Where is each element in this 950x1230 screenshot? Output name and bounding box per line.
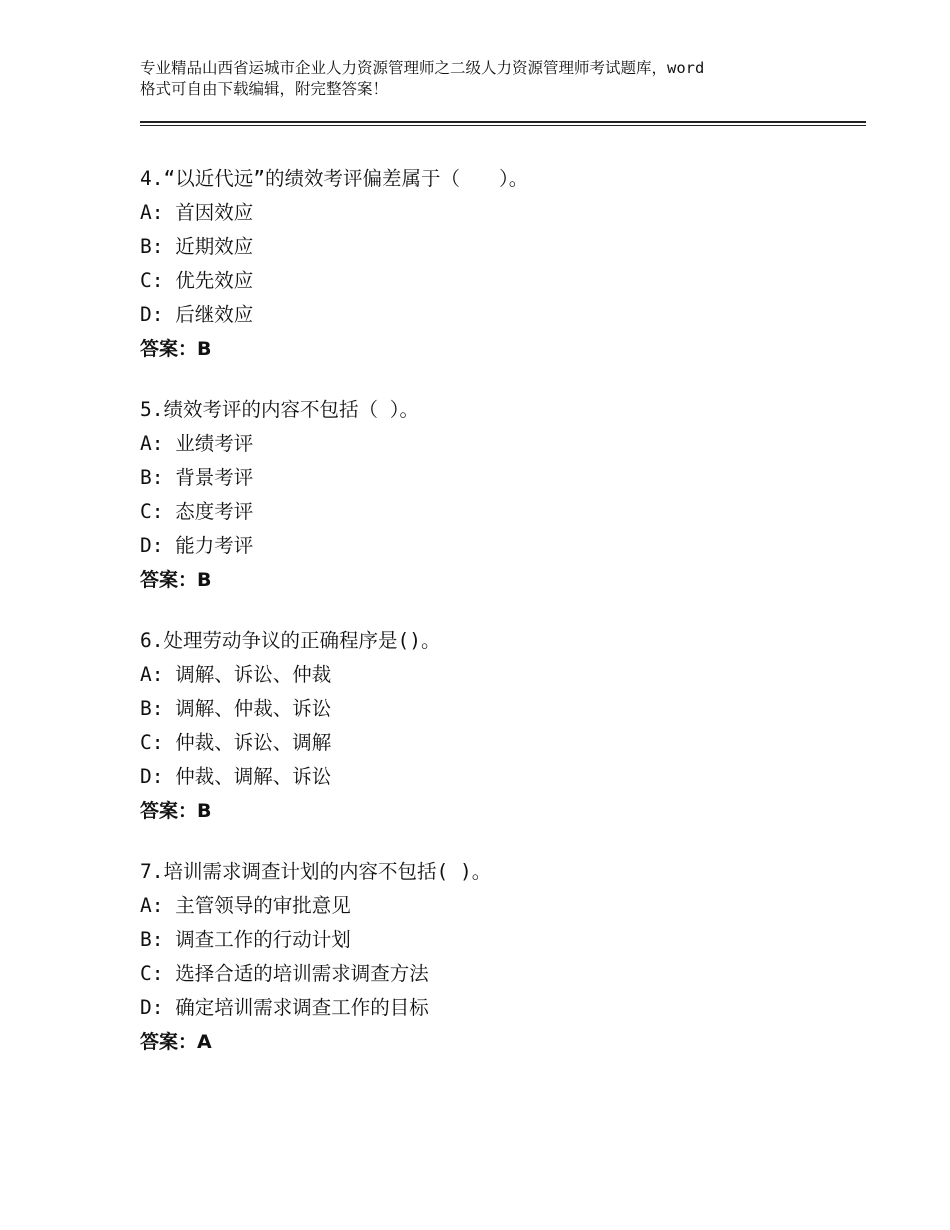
option-c: C: 优先效应: [140, 269, 254, 292]
answer-value: B: [197, 569, 212, 591]
answer-value: A: [197, 1031, 212, 1053]
option-d: D: 后继效应: [140, 303, 254, 326]
option-a: A: 调解、诉讼、仲裁: [140, 663, 332, 686]
question-list: [140, 162, 860, 1086]
option-b: B: 近期效应: [140, 235, 254, 258]
option-c: C: 仲裁、诉讼、调解: [140, 731, 332, 754]
option-a: A: 主管领导的审批意见: [140, 894, 351, 917]
option-c: C: 态度考评: [140, 500, 254, 523]
option-c: C: 选择合适的培训需求调查方法: [140, 962, 429, 985]
question-7: [140, 855, 860, 1059]
answer: [140, 794, 860, 828]
option-d: D: 仲裁、调解、诉讼: [140, 765, 332, 788]
question-6: [140, 624, 860, 828]
answer-label: 答案：: [140, 338, 198, 360]
answer-label: 答案：: [140, 800, 198, 822]
option-b: B: 背景考评: [140, 466, 254, 489]
answer: [140, 563, 860, 597]
option-d: D: 能力考评: [140, 534, 254, 557]
document-header: [140, 58, 840, 100]
option-a: A: 首因效应: [140, 201, 254, 224]
answer-value: B: [197, 338, 212, 360]
option-b: B: 调查工作的行动计划: [140, 928, 351, 951]
question-stem: 5.绩效考评的内容不包括（ ）。: [140, 398, 419, 421]
header-divider-thin: [140, 125, 866, 126]
answer-value: B: [197, 800, 212, 822]
answer: [140, 1025, 860, 1059]
option-a: A: 业绩考评: [140, 432, 254, 455]
question-stem: 7.培训需求调查计划的内容不包括( )。: [140, 860, 492, 883]
header-line-1: 专业精品山西省运城市企业人力资源管理师之二级人力资源管理师考试题库，word: [140, 59, 705, 77]
question-5: [140, 393, 860, 597]
question-4: [140, 162, 860, 366]
header-divider-thick: [140, 121, 866, 123]
question-stem: 4.“以近代远”的绩效考评偏差属于（ ）。: [140, 167, 529, 190]
option-b: B: 调解、仲裁、诉讼: [140, 697, 332, 720]
answer-label: 答案：: [140, 569, 198, 591]
answer-label: 答案：: [140, 1031, 198, 1053]
answer: [140, 332, 860, 366]
question-stem: 6.处理劳动争议的正确程序是()。: [140, 629, 441, 652]
option-d: D: 确定培训需求调查工作的目标: [140, 996, 429, 1019]
header-line-2: 格式可自由下载编辑，附完整答案！: [140, 80, 389, 98]
